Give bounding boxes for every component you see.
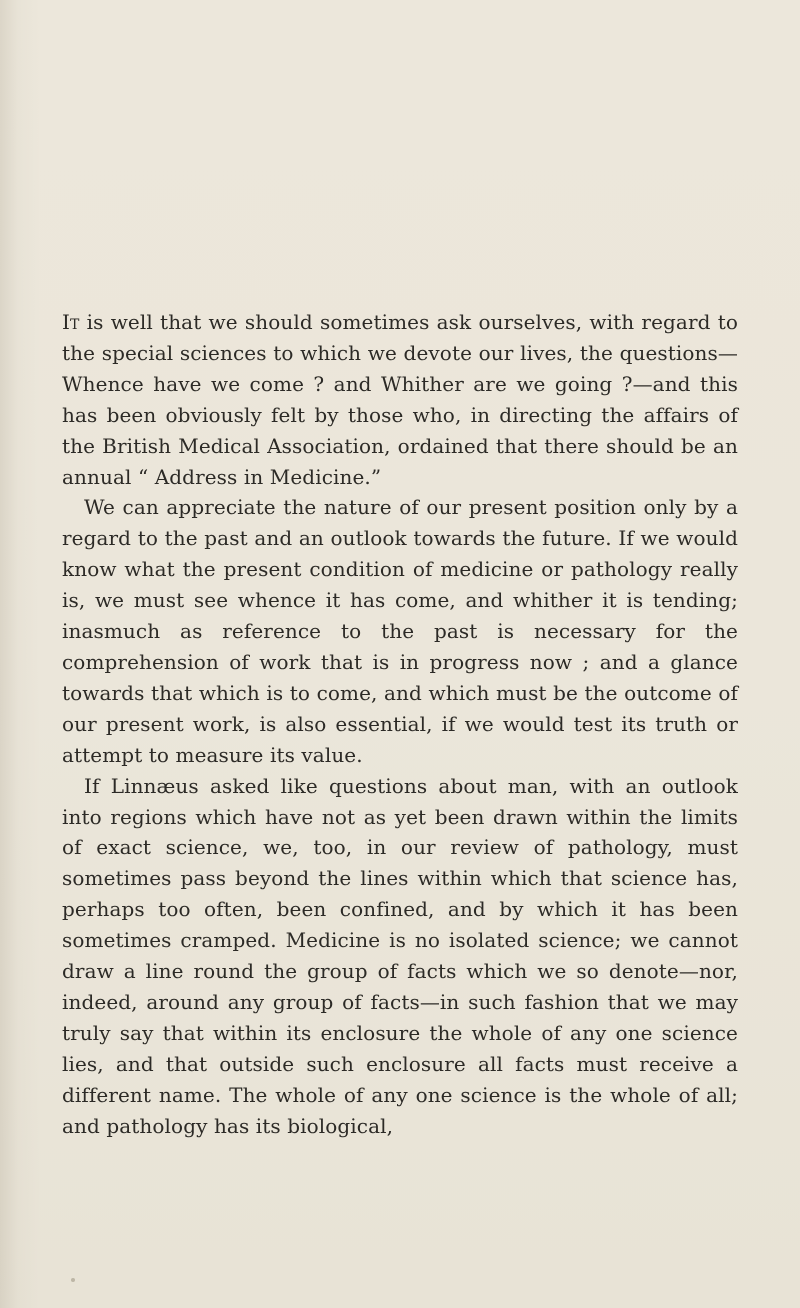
paragraph-2: We can appreciate the nature of our present position only by a regard to the past and an outlook towards the future. If we would know what the present condition of medicine or pathology really is, we must see whence it has come, and whither it is tending; inasmuch as reference to the past is necessary for the comprehension of work that is in progress now ; and a glance towards that which is to come, and which must be the outcome of our present work, is also essential, if we would test its truth or attempt to measure its value.	[62, 495, 738, 767]
body-text	[62, 307, 738, 1141]
opening-word: It	[62, 310, 80, 334]
paragraph-3: If Linnæus asked like questions about man, with an outlook into regions which have not as yet been drawn within the limits of exact science, we, too, in our review of pathology, must sometimes pass beyond the lines within which that science has, perhaps too often, been confined, and by which it has been sometimes cramped. Medicine is no isolated science; we cannot draw a line round the group of facts which we so denote—nor, indeed, around any group of facts—in such fashion that we may truly say that within its enclosure the whole of any one science lies, and that outside such enclosure all facts must receive a different name. The whole of any one science is the whole of all; and pathology has its biological,	[62, 773, 738, 1138]
page-speck	[71, 1278, 75, 1282]
paragraph-1-text: is well that we should sometimes ask ourselves, with regard to the special sciences to which we devote our lives, the questions—Whence have we come ? and Whither are we going ?—and this has been obviously felt by those who, in directing the affairs of the British Medical Association, ordained that there should be an annual “ Address in Medicine.”	[62, 310, 738, 489]
paragraph-1	[62, 307, 738, 492]
